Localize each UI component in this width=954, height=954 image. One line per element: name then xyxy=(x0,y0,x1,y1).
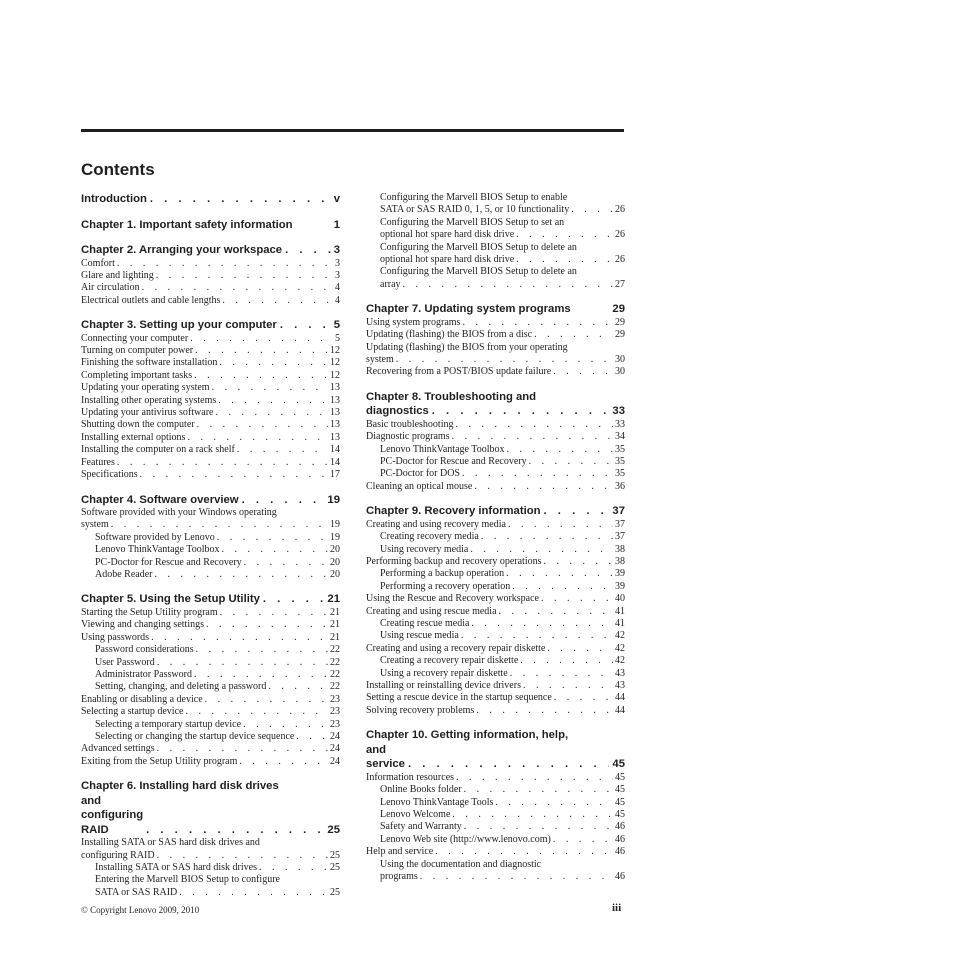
toc-entry[interactable]: Comfort . . . 3 xyxy=(81,258,340,270)
toc-entry[interactable]: Solving recovery problems . . . 44 xyxy=(366,705,625,717)
toc-entry[interactable]: Installing external options . . . 13 xyxy=(81,432,340,444)
toc-entry[interactable]: Updating your operating system . . . 13 xyxy=(81,382,340,394)
toc-entry-wrapped[interactable] xyxy=(380,242,625,267)
toc-entry[interactable]: Completing important tasks . . . 12 xyxy=(81,370,340,382)
toc-entry[interactable]: Lenovo ThinkVantage Toolbox . . . 35 xyxy=(366,444,625,456)
toc-page-number: 26 xyxy=(615,229,625,241)
toc-page-number: 26 xyxy=(615,254,625,266)
toc-entry[interactable]: Creating and using rescue media . . . 41 xyxy=(366,606,625,618)
toc-entry[interactable]: PC-Doctor for Rescue and Recovery . . . 20 xyxy=(81,557,340,569)
toc-entry[interactable]: Shutting down the computer . . . 13 xyxy=(81,419,340,431)
toc-list-chapter-7 xyxy=(366,317,625,379)
toc-page-number: 25 xyxy=(327,823,340,836)
toc-entry[interactable]: Installing SATA or SAS hard disk drives . . . 25 xyxy=(81,862,340,874)
toc-entry[interactable]: Lenovo ThinkVantage Tools . . . 45 xyxy=(366,797,625,809)
toc-entry[interactable]: Viewing and changing settings . . . 21 xyxy=(81,619,340,631)
toc-page-number: 25 xyxy=(330,886,340,898)
toc-entry[interactable]: Selecting a temporary startup device . . . 23 xyxy=(81,719,340,731)
toc-page-number: 25 xyxy=(330,849,340,861)
toc-entry-line: SATA or SAS RAID 0, 1, 5, or 10 functionality xyxy=(380,204,570,216)
page-title: Contents xyxy=(81,160,155,179)
toc-entry[interactable]: Creating and using a recovery repair diskette . . . 42 xyxy=(366,643,625,655)
toc-entry-line: Configuring the Marvell BIOS Setup to delete an xyxy=(380,266,577,278)
toc-entry[interactable]: Safety and Warranty . . . 46 xyxy=(366,821,625,833)
toc-page-number: 46 xyxy=(615,870,625,882)
toc-entry[interactable]: Performing a recovery operation . . . 39 xyxy=(366,581,625,593)
toc-entry-wrapped[interactable] xyxy=(366,342,625,367)
toc-page-number: 19 xyxy=(330,519,340,531)
toc-entry-line: Using the documentation and diagnostic xyxy=(380,858,542,870)
toc-list-chapter-2 xyxy=(81,258,340,308)
toc-entry[interactable]: Using rescue media . . . 42 xyxy=(366,630,625,642)
toc-entry[interactable]: Selecting a startup device . . . 23 xyxy=(81,706,340,718)
header-rule xyxy=(81,129,624,132)
toc-entry-wrapped[interactable] xyxy=(380,217,625,242)
toc-entry-wrapped[interactable] xyxy=(366,859,625,884)
toc-heading-line: and configuring RAID xyxy=(81,794,144,836)
toc-entry[interactable]: Installing other operating systems . . . 13 xyxy=(81,395,340,407)
toc-list-chapter-3 xyxy=(81,333,340,482)
toc-column-right xyxy=(366,192,625,883)
toc-list-chapter-6 xyxy=(81,837,340,899)
toc-entry[interactable]: Cleaning an optical mouse . . . 36 xyxy=(366,481,625,493)
toc-entry[interactable]: PC-Doctor for Rescue and Recovery . . . 35 xyxy=(366,456,625,468)
toc-entry-wrapped[interactable] xyxy=(380,266,625,291)
toc-entry[interactable]: Updating (flashing) the BIOS from a disc . . . 29 xyxy=(366,329,625,341)
toc-list-chapter-6-continued xyxy=(366,192,625,291)
toc-column-left xyxy=(81,192,340,899)
toc-page-number: 45 xyxy=(612,758,625,771)
toc-entry-line: Updating (flashing) the BIOS from your operating xyxy=(366,341,568,353)
toc-entry[interactable]: Setting, changing, and deleting a password . . . 22 xyxy=(81,681,340,693)
toc-heading-chapter-7[interactable]: Chapter 7. Updating system programs 29 xyxy=(366,303,625,316)
toc-heading-chapter-4[interactable]: Chapter 4. Software overview . . . 19 xyxy=(81,493,340,508)
toc-entry[interactable]: Diagnostic programs . . . 34 xyxy=(366,431,625,443)
toc-entry[interactable]: Creating recovery media . . . 37 xyxy=(366,531,625,543)
toc-heading-line: and service xyxy=(366,743,405,771)
toc-entry[interactable]: Updating your antivirus software . . . 13 xyxy=(81,407,340,419)
toc-entry[interactable]: Installing or reinstalling device drivers . . . 43 xyxy=(366,680,625,692)
toc-heading-chapter-6[interactable] xyxy=(81,779,340,837)
toc-heading-line: diagnostics xyxy=(366,405,429,418)
toc-entry[interactable]: Lenovo Welcome . . . 45 xyxy=(366,809,625,821)
toc-entry[interactable]: PC-Doctor for DOS . . . 35 xyxy=(366,468,625,480)
toc-heading-chapter-2[interactable]: Chapter 2. Arranging your workspace . . . 3 xyxy=(81,243,340,258)
toc-entry[interactable]: Recovering from a POST/BIOS update failure . . . 30 xyxy=(366,366,625,378)
toc-list-chapter-10 xyxy=(366,772,625,884)
toc-entry[interactable]: Software provided by Lenovo . . . 19 xyxy=(81,532,340,544)
toc-page-number: 27 xyxy=(615,278,625,290)
toc-entry[interactable]: Turning on computer power . . . 12 xyxy=(81,345,340,357)
toc-heading-chapter-3[interactable]: Chapter 3. Setting up your computer . . . 5 xyxy=(81,318,340,333)
toc-entry[interactable]: Creating rescue media . . . 41 xyxy=(366,618,625,630)
toc-entry-line: Installing SATA or SAS hard disk drives and xyxy=(81,837,260,849)
toc-entry[interactable]: Using system programs . . . 29 xyxy=(366,317,625,329)
toc-page-number: 33 xyxy=(612,405,625,418)
toc-heading-chapter-5[interactable]: Chapter 5. Using the Setup Utility . . . 21 xyxy=(81,592,340,607)
toc-entry[interactable]: Performing backup and recovery operations . . . 38 xyxy=(366,556,625,568)
toc-entry[interactable]: Using recovery media . . . 38 xyxy=(366,544,625,556)
toc-heading-chapter-10[interactable] xyxy=(366,728,625,772)
toc-entry-line: Software provided with your Windows operating xyxy=(81,507,277,518)
toc-entry-wrapped[interactable] xyxy=(81,837,340,862)
toc-entry-wrapped[interactable] xyxy=(81,507,340,532)
toc-page-number: 30 xyxy=(615,353,625,365)
toc-entry-line: Configuring the Marvell BIOS Setup to enable xyxy=(380,192,568,203)
toc-entry[interactable]: Adobe Reader . . . 20 xyxy=(81,569,340,581)
toc-entry-line: SATA or SAS RAID xyxy=(95,886,178,898)
toc-entry[interactable]: User Password . . . 22 xyxy=(81,657,340,669)
toc-heading-line: Chapter 8. Troubleshooting and xyxy=(366,390,537,403)
toc-entry-line: array xyxy=(380,278,401,290)
toc-entry[interactable]: Creating a recovery repair diskette . . . 42 xyxy=(366,655,625,667)
toc-entry[interactable]: Help and service . . . 46 xyxy=(366,846,625,858)
toc-entry[interactable]: Information resources . . . 45 xyxy=(366,772,625,784)
toc-list-chapter-8 xyxy=(366,419,625,493)
toc-entry[interactable]: Administrator Password . . . 22 xyxy=(81,669,340,681)
toc-entry[interactable]: Exiting from the Setup Utility program . . . 24 xyxy=(81,756,340,768)
toc-entry[interactable]: Performing a backup operation . . . 39 xyxy=(366,568,625,580)
toc-entry[interactable]: Using passwords . . . 21 xyxy=(81,632,340,644)
toc-list-chapter-5 xyxy=(81,607,340,768)
toc-entry[interactable]: Setting a rescue device in the startup sequence . . . 44 xyxy=(366,692,625,704)
toc-entry[interactable]: Features . . . 14 xyxy=(81,457,340,469)
toc-entry-line: Configuring the Marvell BIOS Setup to set an xyxy=(380,216,565,228)
footer-copyright: © Copyright Lenovo 2009, 2010 xyxy=(81,905,200,915)
toc-entry[interactable]: Selecting or changing the startup device sequence . . . 24 xyxy=(81,731,340,743)
toc-entry[interactable]: Electrical outlets and cable lengths . . . 4 xyxy=(81,295,340,307)
toc-entry[interactable]: Creating and using recovery media . . . 37 xyxy=(366,519,625,531)
toc-entry[interactable]: Glare and lighting . . . 3 xyxy=(81,270,340,282)
toc-heading-introduction[interactable]: Introduction . . . v xyxy=(81,192,340,207)
toc-entry[interactable]: Using a recovery repair diskette . . . 43 xyxy=(366,668,625,680)
toc-entry[interactable]: Enabling or disabling a device . . . 23 xyxy=(81,694,340,706)
toc-entry[interactable]: Connecting your computer . . . 5 xyxy=(81,333,340,345)
toc-heading-line: Chapter 10. Getting information, help, xyxy=(366,729,569,742)
toc-entry-wrapped[interactable] xyxy=(81,874,340,899)
toc-list-chapter-4 xyxy=(81,507,340,581)
toc-list-chapter-9 xyxy=(366,519,625,718)
toc-entry[interactable]: Starting the Setup Utility program . . . 21 xyxy=(81,607,340,619)
toc-heading-chapter-8[interactable] xyxy=(366,390,625,419)
toc-page-number: 26 xyxy=(615,204,625,216)
toc-entry[interactable]: Using the Rescue and Recovery workspace . . . 40 xyxy=(366,593,625,605)
toc-entry-wrapped[interactable] xyxy=(380,192,625,217)
toc-entry-line: optional hot spare hard disk drive xyxy=(380,254,515,266)
toc-entry[interactable]: Air circulation . . . 4 xyxy=(81,282,340,294)
toc-entry-line: configuring RAID xyxy=(81,849,155,861)
toc-entry-line: Configuring the Marvell BIOS Setup to delete an xyxy=(380,241,577,253)
toc-entry-line: system xyxy=(366,353,394,365)
toc-entry[interactable]: Password considerations . . . 22 xyxy=(81,644,340,656)
toc-entry[interactable]: Specifications . . . 17 xyxy=(81,469,340,481)
toc-heading-chapter-1[interactable]: Chapter 1. Important safety information 1 xyxy=(81,218,340,231)
toc-entry[interactable]: Lenovo Web site (http://www.lenovo.com) . . . 46 xyxy=(366,834,625,846)
footer-page-number: iii xyxy=(612,902,622,914)
toc-entry-line: Entering the Marvell BIOS Setup to configure xyxy=(95,874,280,886)
toc-entry-line: system xyxy=(81,519,109,531)
toc-entry[interactable]: Basic troubleshooting . . . 33 xyxy=(366,419,625,431)
toc-entry-line: optional hot spare hard disk drive xyxy=(380,229,515,241)
toc-entry[interactable]: Lenovo ThinkVantage Toolbox . . . 20 xyxy=(81,544,340,556)
toc-heading-chapter-9[interactable]: Chapter 9. Recovery information . . . 37 xyxy=(366,504,625,519)
toc-entry[interactable]: Installing the computer on a rack shelf . . . 14 xyxy=(81,444,340,456)
toc-entry[interactable]: Finishing the software installation . . . 12 xyxy=(81,357,340,369)
toc-heading-line: Chapter 6. Installing hard disk drives xyxy=(81,780,279,793)
toc-entry-line: programs xyxy=(380,870,418,882)
toc-entry[interactable]: Online Books folder . . . 45 xyxy=(366,784,625,796)
toc-entry[interactable]: Advanced settings . . . 24 xyxy=(81,743,340,755)
